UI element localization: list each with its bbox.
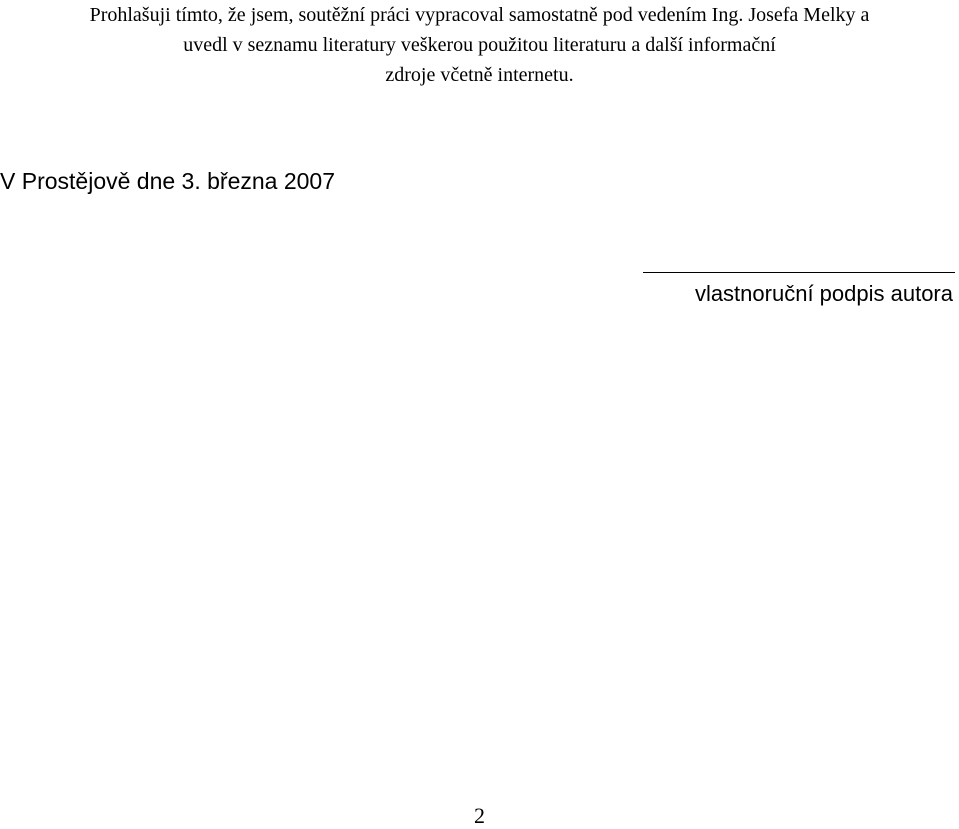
- declaration-line-2: uvedl v seznamu literatury veškerou použitou literaturu a další informační: [183, 34, 776, 56]
- signature-line: [643, 272, 955, 273]
- place-and-date: V Prostějově dne 3. března 2007: [0, 168, 336, 194]
- declaration-paragraph: [0, 0, 959, 90]
- signature-caption: vlastnoruční podpis autora: [694, 281, 953, 306]
- declaration-line-1: Prohlašuji tímto, že jsem, soutěžní práci vypracoval samostatně pod vedením Ing. Josefa Melky a: [89, 4, 870, 26]
- page-number: 2: [474, 803, 485, 828]
- declaration-line-3: zdroje včetně internetu.: [385, 64, 574, 86]
